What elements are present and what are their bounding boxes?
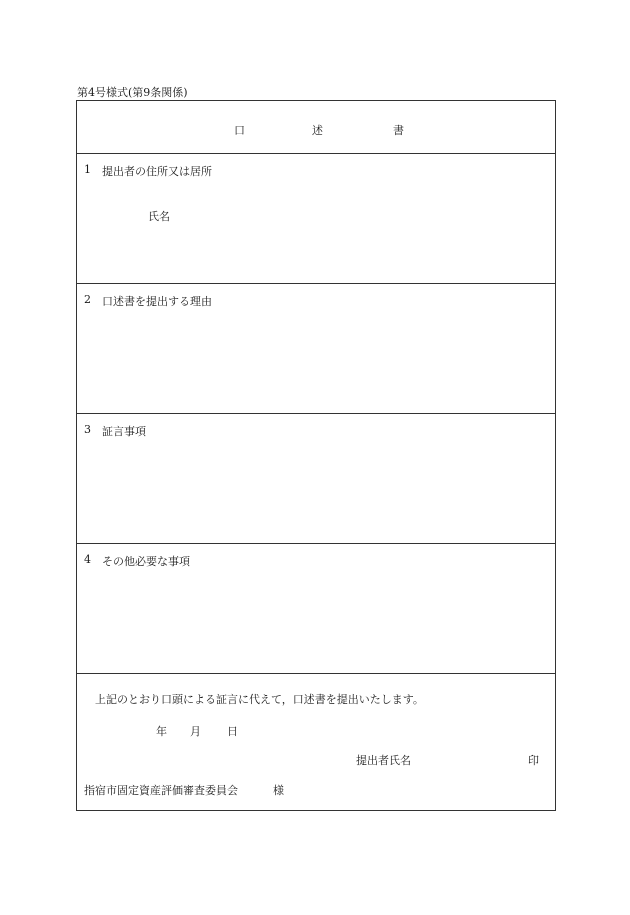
section-testimony-matters[interactable] bbox=[77, 414, 555, 544]
section-title: その他必要な事項 bbox=[102, 555, 190, 568]
form-number-label: 第4号様式(第9条関係) bbox=[77, 86, 188, 99]
submitter-name-label: 提出者氏名 bbox=[356, 754, 411, 767]
form-title-row bbox=[77, 101, 555, 154]
section-number: 3 bbox=[84, 423, 91, 436]
declaration-section bbox=[77, 674, 555, 812]
section-submission-reason[interactable] bbox=[77, 284, 555, 414]
declaration-text: 上記のとおり口頭による証言に代えて，口述書を提出いたします。 bbox=[95, 693, 424, 706]
form-title-char-1: 口 bbox=[234, 124, 245, 137]
section-title: 口述書を提出する理由 bbox=[102, 295, 212, 308]
date-day-label: 日 bbox=[227, 725, 238, 738]
form-title-char-2: 述 bbox=[312, 124, 323, 137]
date-month-label: 月 bbox=[190, 725, 201, 738]
seal-label: 印 bbox=[528, 754, 539, 767]
section-title: 証言事項 bbox=[102, 425, 146, 438]
section-number: 2 bbox=[84, 293, 91, 306]
date-year-label: 年 bbox=[156, 725, 167, 738]
section-title: 提出者の住所又は居所 bbox=[102, 165, 212, 178]
addressee: 指宿市固定資産評価審査委員会 bbox=[84, 784, 238, 797]
section-submitter-address[interactable] bbox=[77, 154, 555, 284]
name-label: 氏名 bbox=[148, 210, 170, 223]
oral-statement-form bbox=[76, 100, 556, 811]
form-title-char-3: 書 bbox=[393, 124, 404, 137]
honorific: 様 bbox=[273, 784, 284, 797]
section-other-matters[interactable] bbox=[77, 544, 555, 674]
section-number: 4 bbox=[84, 553, 91, 566]
section-number: 1 bbox=[84, 163, 91, 176]
